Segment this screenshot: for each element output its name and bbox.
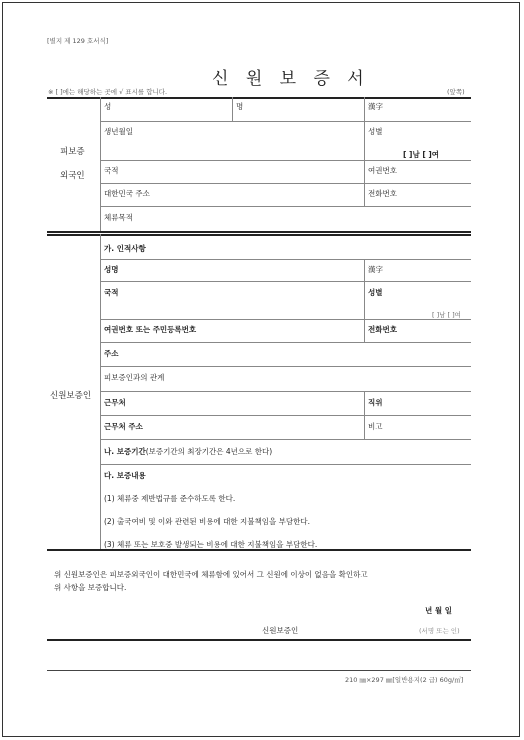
label-nationality: 국적 [104, 166, 119, 175]
period-note: (보증기간의 최장기간은 4년으로 한다) [145, 447, 273, 456]
label-sex: 성별 [368, 127, 383, 136]
label-phone: 전화번호 [368, 189, 397, 198]
label-hanja: 漢字 [368, 102, 383, 111]
signature-hint[interactable]: (서명 또는 인) [419, 627, 460, 635]
heading-guarantee-content: 다. 보증내용 [104, 471, 146, 480]
date-field[interactable]: 년 월 일 [425, 606, 452, 615]
page-title: 신 원 보 증 서 [212, 69, 370, 89]
guarantee-content-2: (2) 출국여비 및 이와 관련된 비용에 대한 지불책임을 부담한다. [104, 517, 310, 526]
section-label-guaranteed-1: 피보증 [60, 147, 85, 157]
label-guarantor-address: 주소 [104, 349, 119, 358]
label-guarantor-phone: 전화번호 [368, 325, 397, 334]
page-side: (앞쪽) [447, 88, 465, 96]
label-guarantor-hanja: 漢字 [368, 265, 383, 274]
label-guarantor-passport-id: 여권번호 또는 주민등록번호 [104, 325, 197, 334]
label-workplace: 근무처 [104, 398, 126, 407]
label-relation: 피보증인과의 관계 [104, 373, 165, 382]
label-remarks: 비고 [368, 422, 383, 431]
label-position: 직위 [368, 398, 383, 407]
section-label-guaranteed-2: 외국인 [60, 171, 85, 181]
period-prefix: 나. 보증기간 [104, 447, 146, 456]
guarantee-content-3: (3) 체류 또는 보호중 발생되는 비용에 대한 지불책임을 부담한다. [104, 540, 318, 549]
section-label-guarantor: 신원보증인 [50, 391, 92, 401]
guarantee-period [104, 446, 272, 457]
statement-line-2: 위 사항을 보증합니다. [54, 583, 127, 592]
label-guarantor-name: 성명 [104, 265, 119, 274]
guarantor-sex-options[interactable]: [ ]남 [ ]여 [432, 311, 461, 319]
label-surname: 성 [104, 102, 112, 111]
label-address-korea: 대한민국 주소 [104, 189, 150, 198]
sex-options[interactable]: [ ]남 [ ]여 [403, 150, 440, 159]
instruction-text: ※ [ ]에는 해당하는 곳에 √ 표시를 합니다. [48, 88, 168, 96]
signer-label: 신원보증인 [262, 626, 299, 635]
label-passport: 여권번호 [368, 166, 397, 175]
label-given-name: 명 [236, 102, 244, 111]
label-guarantor-sex: 성별 [368, 288, 383, 297]
heading-personal: 가. 인적사항 [104, 244, 146, 253]
label-guarantor-nationality: 국적 [104, 288, 119, 297]
form-number: [별지 제 129 호서식] [47, 37, 109, 45]
statement-line-1: 위 신원보증인은 피보증외국인이 대한민국에 체류함에 있어서 그 신원에 이상이 없음을 확인하고 [54, 570, 368, 579]
label-workplace-address: 근무처 주소 [104, 422, 143, 431]
guarantee-content-1: (1) 체류중 제반법규를 준수하도록 한다. [104, 494, 236, 503]
label-birth-date: 생년월일 [104, 127, 133, 136]
label-purpose: 체류목적 [104, 213, 133, 222]
paper-spec: 210 ㎜×297 ㎜[일반용지(2 급) 60g/㎡] [345, 676, 464, 684]
